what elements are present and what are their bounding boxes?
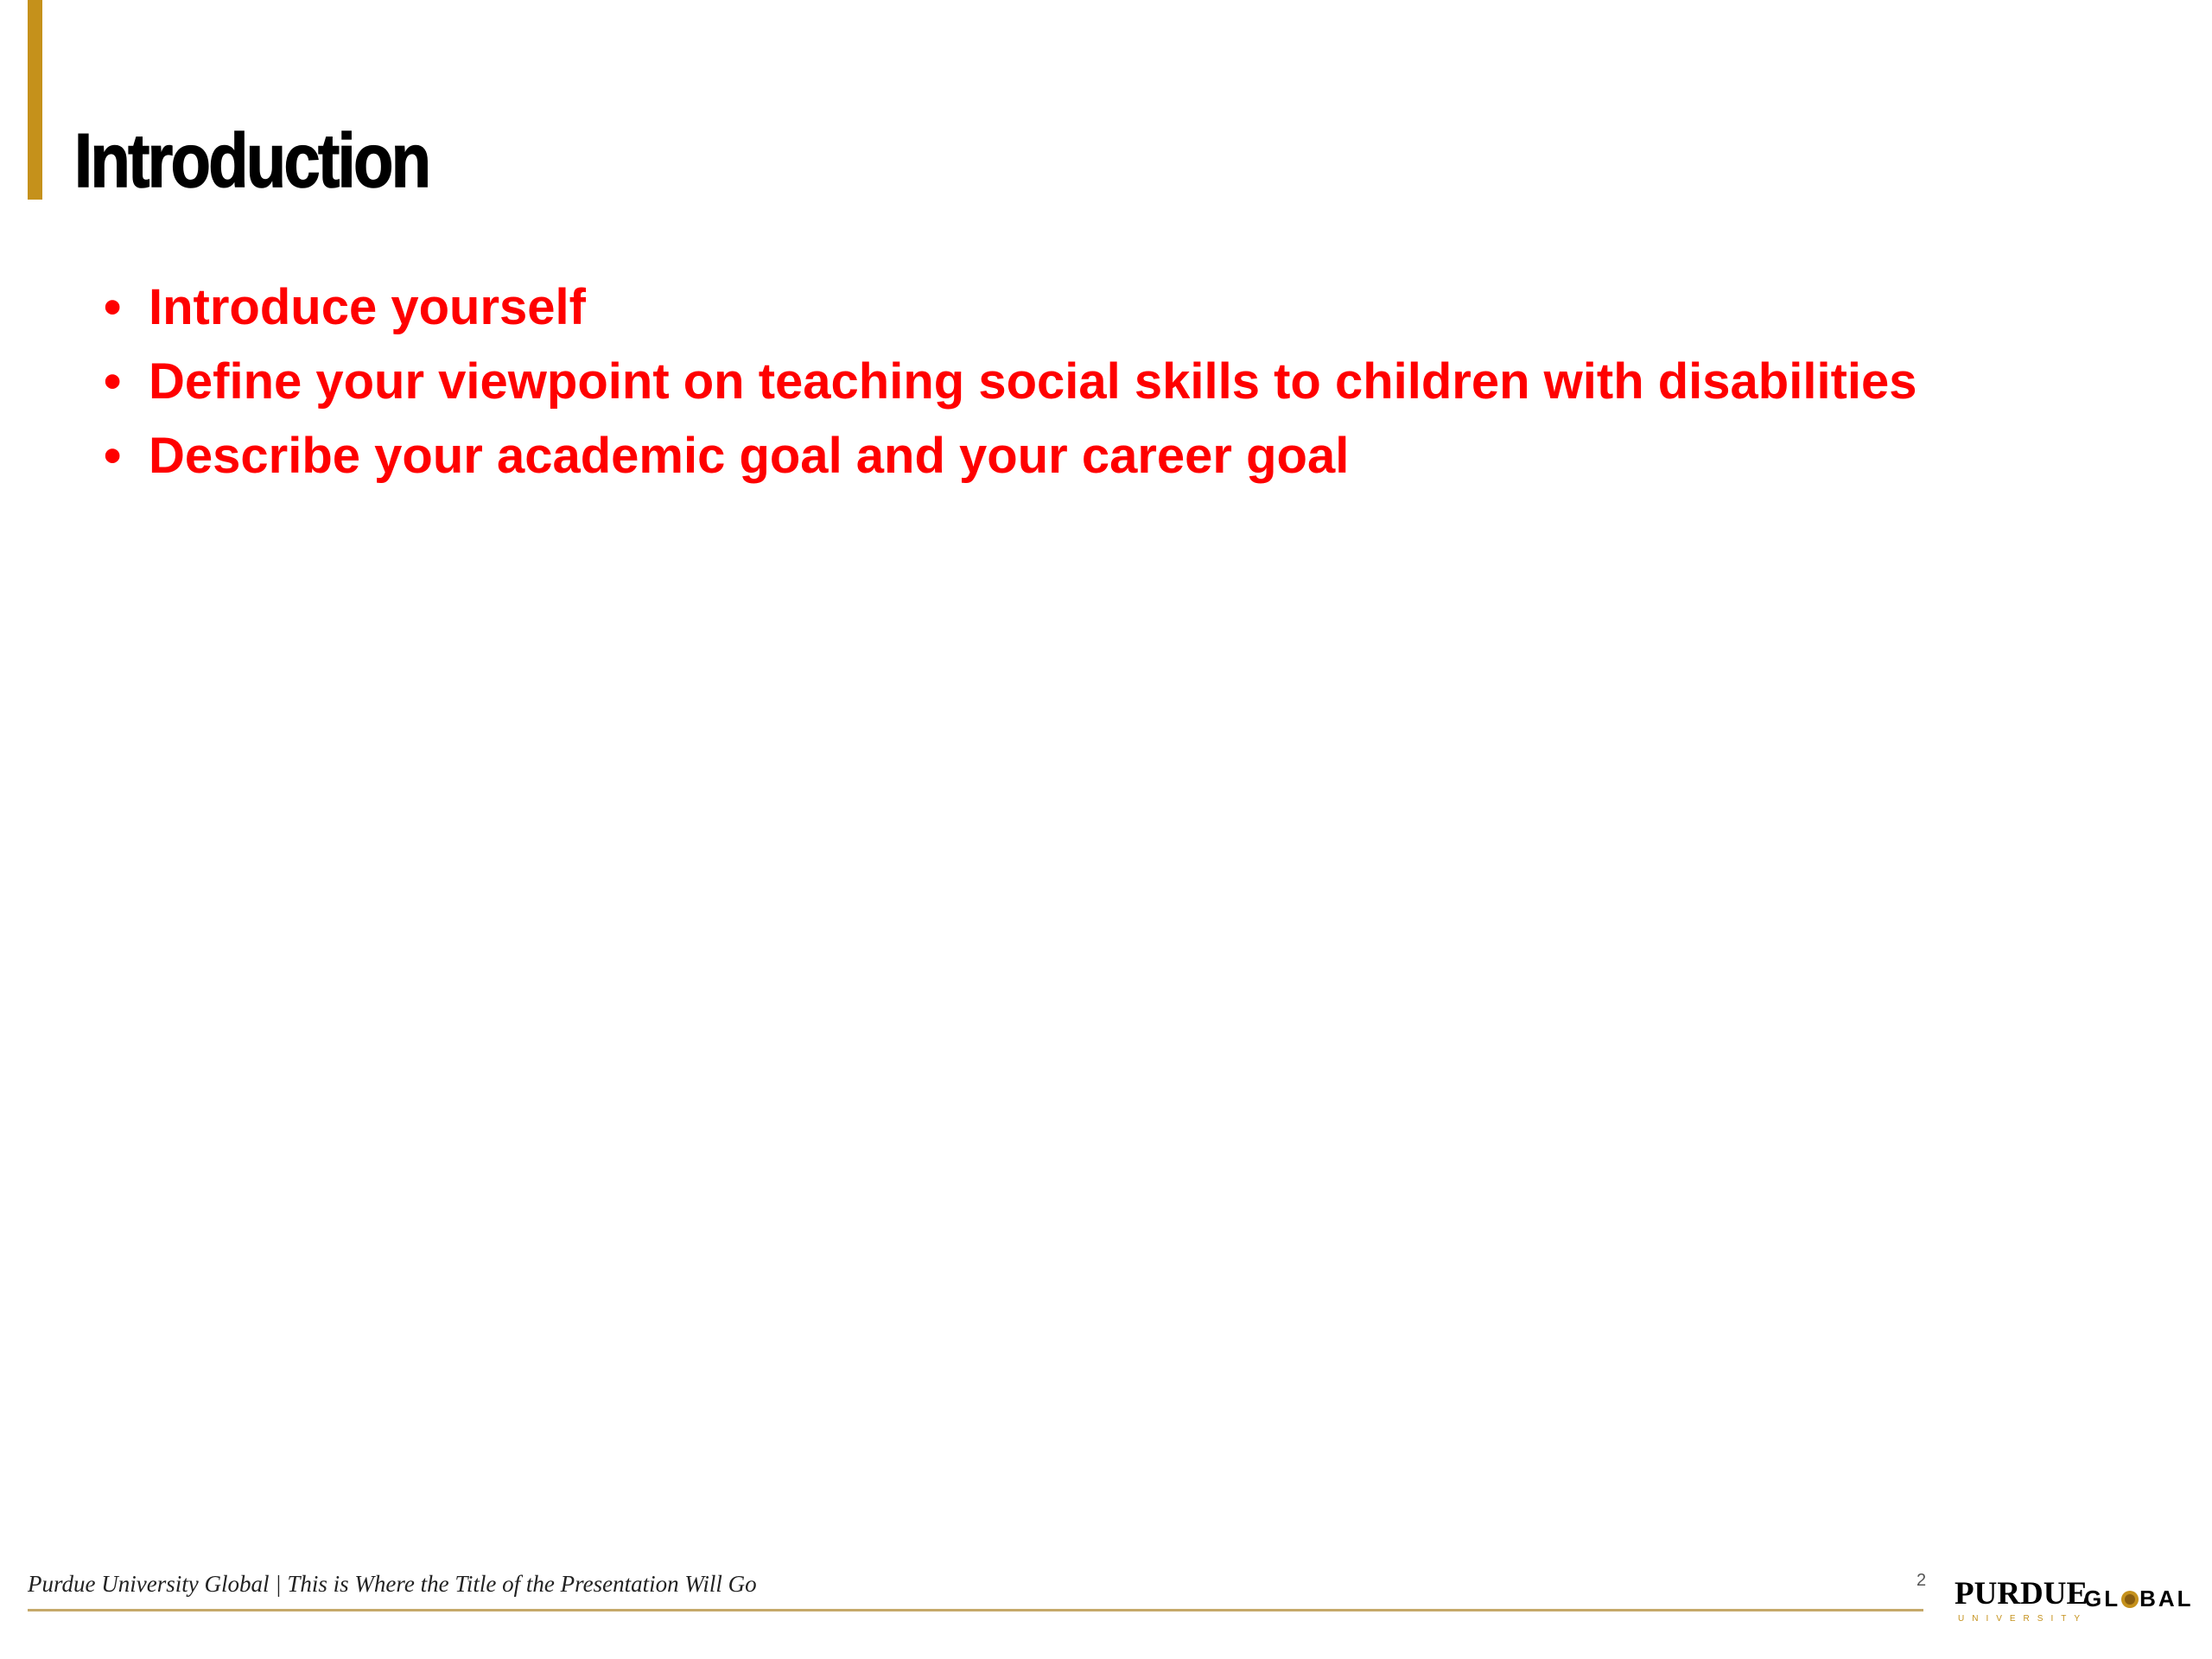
- logo-global-suffix: BAL: [2139, 1586, 2194, 1611]
- page-number: 2: [1916, 1571, 1927, 1590]
- globe-icon: [2121, 1591, 2139, 1608]
- footer-divider: [28, 1609, 1923, 1611]
- bullet-item: [104, 270, 1917, 345]
- logo-global-wordmark: [2084, 1586, 2194, 1612]
- logo-purdue-wordmark: PURDUE: [1955, 1576, 2088, 1611]
- bullet-list: [104, 270, 1917, 493]
- bullet-marker: •: [104, 279, 122, 335]
- bullet-text: Introduce yourself: [149, 279, 586, 335]
- slide-title: Introduction: [74, 118, 429, 203]
- footer-text: Purdue University Global | This is Where the Title of the Presentation Will Go: [28, 1571, 757, 1597]
- bullet-marker: •: [104, 428, 122, 484]
- title-accent-bar: [28, 0, 42, 200]
- logo-university-wordmark: UNIVERSITY: [1958, 1614, 2088, 1624]
- bullet-item: [104, 345, 1917, 419]
- bullet-marker: •: [104, 353, 122, 410]
- bullet-item: [104, 419, 1917, 493]
- bullet-text: Describe your academic goal and your career goal: [149, 428, 1350, 484]
- purdue-global-logo: [1955, 1575, 2196, 1627]
- bullet-text: Define your viewpoint on teaching social skills to children with disabilities: [149, 353, 1917, 410]
- logo-global-prefix: GL: [2084, 1586, 2121, 1611]
